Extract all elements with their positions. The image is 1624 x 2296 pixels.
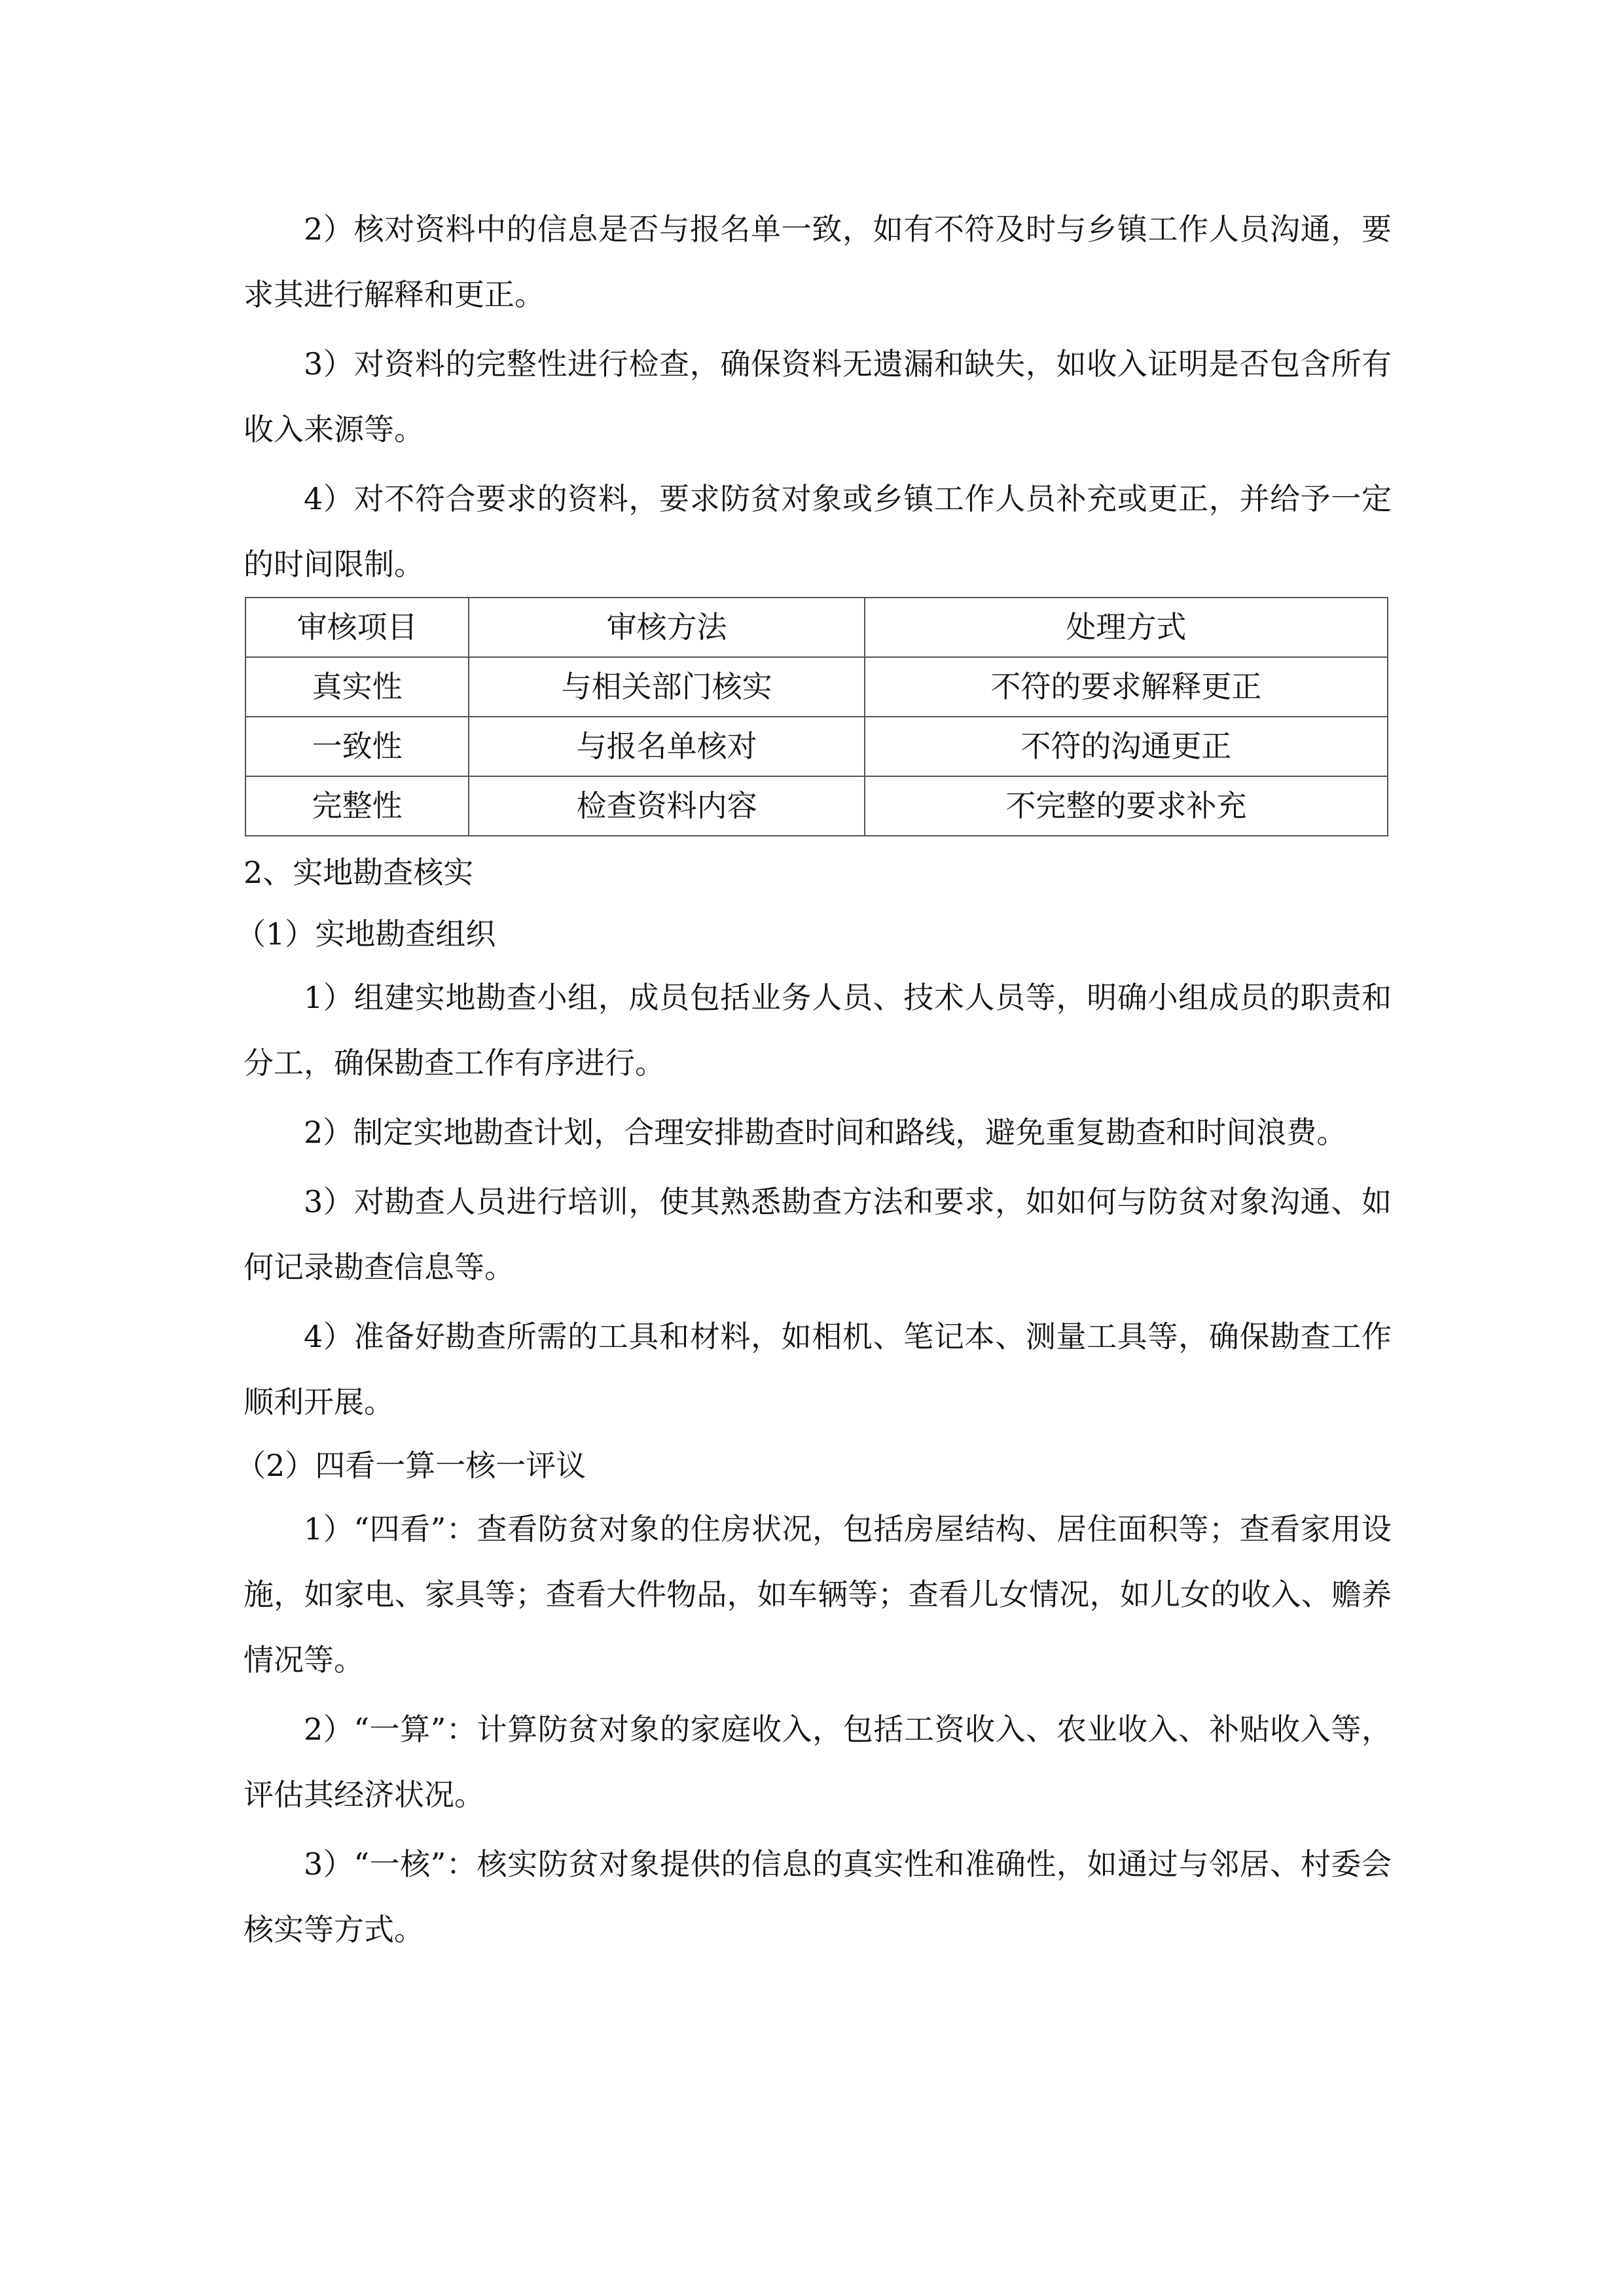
table-row xyxy=(245,717,1388,776)
table-cell: 一致性 xyxy=(245,717,469,776)
paragraph-survey-tools: 4）准备好勘查所需的工具和材料，如相机、笔记本、测量工具等，确保勘查工作顺利开展。 xyxy=(244,1319,1392,1420)
paragraph-one-calculation: 2）“一算”：计算防贫对象的家庭收入，包括工资收入、农业收入、补贴收入等，评估其经济状况。 xyxy=(244,1712,1392,1812)
table-cell: 不符的要求解释更正 xyxy=(865,657,1388,717)
table-header-method: 审核方法 xyxy=(469,598,865,657)
paragraph-one-verification: 3）“一核”：核实防贫对象提供的信息的真实性和准确性，如通过与邻居、村委会核实等方式。 xyxy=(244,1846,1392,1947)
paragraph-survey-plan: 2）制定实地勘查计划，合理安排勘查时间和路线，避免重复勘查和时间浪费。 xyxy=(304,1115,1347,1150)
paragraph-survey-training: 3）对勘查人员进行培训，使其熟悉勘查方法和要求，如如何与防贫对象沟通、如何记录勘查信息等。 xyxy=(244,1184,1392,1285)
document-page xyxy=(236,196,1392,1962)
review-table xyxy=(245,597,1388,836)
paragraph-supplement-correction: 4）对不符合要求的资料，要求防贫对象或乡镇工作人员补充或更正，并给予一定的时间限制。 xyxy=(244,481,1392,582)
paragraph-check-completeness: 3）对资料的完整性进行检查，确保资料无遗漏和缺失，如收入证明是否包含所有收入来源等。 xyxy=(244,346,1392,447)
table-header-row xyxy=(245,598,1388,657)
paragraph-form-survey-team: 1）组建实地勘查小组，成员包括业务人员、技术人员等，明确小组成员的职责和分工，确保勘查工作有序进行。 xyxy=(244,980,1392,1081)
subsection-heading-four-looks: （2）四看一算一核一评议 xyxy=(236,1448,586,1483)
table-cell: 与报名单核对 xyxy=(469,717,865,776)
table-cell: 与相关部门核实 xyxy=(469,657,865,717)
paragraph-four-looks: 1）“四看”：查看防贫对象的住房状况，包括房屋结构、居住面积等；查看家用设施，如家电、家具等；查看大件物品，如车辆等；查看儿女情况，如儿女的收入、赡养情况等。 xyxy=(244,1511,1392,1677)
table-cell: 不符的沟通更正 xyxy=(865,717,1388,776)
subsection-heading-survey-organization: （1）实地勘查组织 xyxy=(236,916,496,952)
table-cell: 真实性 xyxy=(245,657,469,717)
table-cell: 检查资料内容 xyxy=(469,776,865,836)
table-row xyxy=(245,776,1388,836)
paragraph-check-consistency: 2）核对资料中的信息是否与报名单一致，如有不符及时与乡镇工作人员沟通，要求其进行解释和更正。 xyxy=(244,211,1392,312)
table-cell: 完整性 xyxy=(245,776,469,836)
table-row xyxy=(245,657,1388,717)
section-heading-field-survey: 2、实地勘查核实 xyxy=(244,855,474,890)
table-header-item: 审核项目 xyxy=(245,598,469,657)
table-cell: 不完整的要求补充 xyxy=(865,776,1388,836)
table-header-handling: 处理方式 xyxy=(865,598,1388,657)
